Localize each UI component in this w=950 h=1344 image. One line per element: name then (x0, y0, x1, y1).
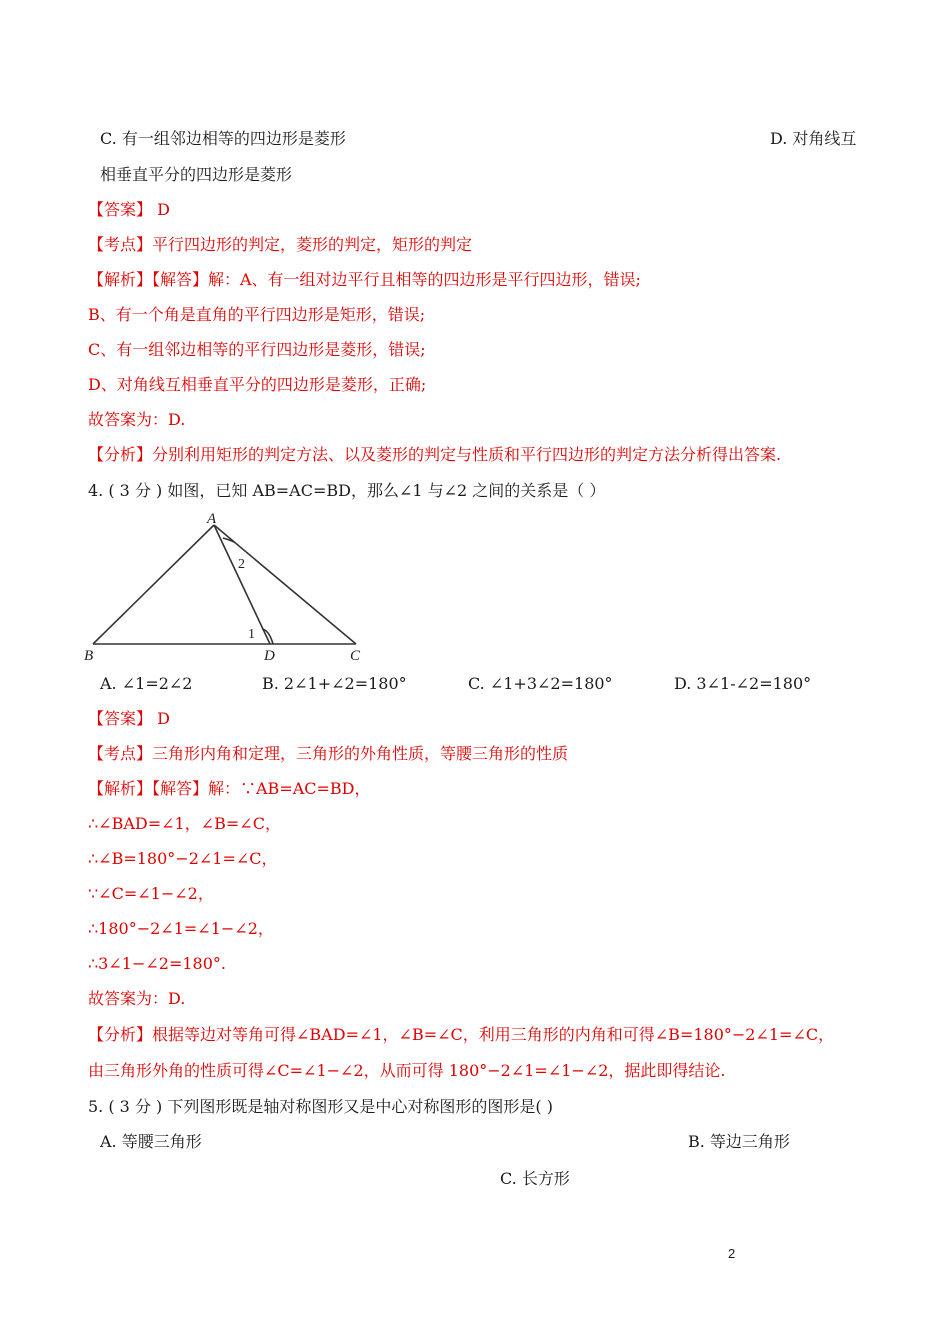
segment-ac (214, 525, 356, 644)
q5-option-a: A. 等腰三角形 (100, 1132, 202, 1151)
page-number: 2 (728, 1246, 736, 1261)
q4-jiexi-line4: ∵∠C=∠1−∠2， (88, 884, 214, 903)
q3-jiexi-line4: D、对角线互相垂直平分的四边形是菱形，正确; (88, 375, 427, 394)
fenxi-text: 分别利用矩形的判定方法、以及菱形的判定与性质和平行四边形的判定方法分析得出答案. (152, 445, 782, 464)
kaodian-tag: 【考点】 (88, 744, 153, 763)
q3-jiexi-line1: 【解析】【解答】解：A、有一组对边平行且相等的四边形是平行四边形，错误; (88, 270, 641, 289)
label-a: A (207, 511, 217, 527)
q3-answer: 【答案】 D (88, 200, 170, 219)
q4-fenxi (88, 1025, 834, 1045)
q4-jiexi-line3: ∴∠B=180°−2∠1=∠C， (88, 849, 278, 868)
q4-jiexi-line7: 故答案为：D. (88, 989, 186, 1008)
q4-option-a: A. ∠1=2∠2 (100, 674, 193, 693)
label-d: D (264, 648, 275, 664)
q3-option-d-part2: 相垂直平分的四边形是菱形 (100, 165, 293, 184)
q3-jiexi-line3: C、有一组邻边相等的平行四边形是菱形，错误; (88, 340, 426, 359)
segment-ad (214, 525, 270, 644)
q5-option-b: B. 等边三角形 (688, 1132, 790, 1151)
q5-option-c: C. 长方形 (500, 1169, 570, 1188)
q3-kaodian (88, 235, 472, 255)
q4-option-c: C. ∠1+3∠2=180° (468, 674, 613, 693)
q3-jiexi-line5: 故答案为：D. (88, 410, 186, 429)
q3-option-d-part1: D. 对角线互 (770, 129, 857, 148)
q4-jiexi-line2: ∴∠BAD=∠1，∠B=∠C， (88, 814, 281, 833)
kaodian-text: 三角形内角和定理，三角形的外角性质，等腰三角形的性质 (152, 744, 569, 763)
q4-kaodian (88, 744, 568, 764)
q4-option-d: D. 3∠1-∠2=180° (674, 674, 812, 693)
q4-option-b: B. 2∠1+∠2=180° (262, 674, 407, 693)
angle2-label: 2 (238, 557, 245, 572)
kaodian-tag: 【考点】 (88, 235, 153, 254)
q4-stem: 4. ( 3 分 ) 如图，已知 AB=AC=BD，那么∠1 与∠2 之间的关系是（ ） (88, 481, 606, 500)
fenxi-tag: 【分析】 (88, 1025, 153, 1044)
label-c: C (350, 648, 361, 664)
q4-jiexi-line5: ∴180°−2∠1=∠1−∠2， (88, 919, 274, 938)
q4-answer: 【答案】 D (88, 709, 170, 728)
q3-fenxi (88, 445, 781, 465)
fenxi-text: 根据等边对等角可得∠BAD=∠1，∠B=∠C，利用三角形的内角和可得∠B=180°−2∠1=∠C， (152, 1025, 835, 1044)
q3-option-c: C. 有一组邻边相等的四边形是菱形 (100, 129, 346, 148)
q4-triangle-figure (80, 508, 380, 668)
q4-jiexi-line6: ∴3∠1−∠2=180°. (88, 954, 226, 973)
fenxi-tag: 【分析】 (88, 445, 153, 464)
q4-fenxi-line2: 由三角形外角的性质可得∠C=∠1−∠2，从而可得 180°−2∠1=∠1−∠2，据此即得结论. (88, 1061, 726, 1080)
q5-stem: 5. ( 3 分 ) 下列图形既是轴对称图形又是中心对称图形的图形是( ) (88, 1097, 553, 1116)
kaodian-text: 平行四边形的判定，菱形的判定，矩形的判定 (152, 235, 473, 254)
label-b: B (84, 648, 94, 664)
q4-jiexi-line1: 【解析】【解答】解：∵AB=AC=BD， (88, 779, 371, 798)
segment-ab (93, 525, 214, 644)
q3-jiexi-line2: B、有一个角是直角的平行四边形是矩形，错误; (88, 305, 426, 324)
angle1-label: 1 (248, 627, 255, 642)
